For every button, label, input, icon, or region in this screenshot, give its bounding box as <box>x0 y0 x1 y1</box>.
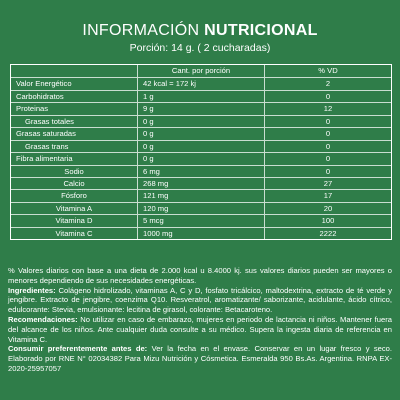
nutrient-amount: 1000 mg <box>137 228 265 239</box>
nutrient-vd: 0 <box>325 154 331 164</box>
nutrient-amount: 120 mg <box>137 203 265 214</box>
nutrient-vd: 2 <box>325 79 331 89</box>
nutrient-amount: 0 g <box>137 116 265 127</box>
nutrient-vd: 12 <box>323 104 333 114</box>
nutrient-vd: 17 <box>323 191 333 201</box>
table-row <box>11 127 391 139</box>
nutrient-name: Grasas trans <box>25 141 69 151</box>
nutrient-amount: 0 g <box>137 153 265 164</box>
table-row <box>11 115 391 127</box>
nutrient-vd: 0 <box>325 116 331 126</box>
nutrient-amount: 5 mcg <box>137 215 265 226</box>
nutrient-amount: 9 g <box>137 103 265 114</box>
nutrient-name: Proteinas <box>16 104 49 114</box>
nutrient-name: Sodio <box>64 166 84 176</box>
nutrient-vd: 0 <box>325 129 331 139</box>
nutrient-amount: 268 mg <box>137 178 265 189</box>
nutrient-name: Grasas saturadas <box>16 129 76 139</box>
nutrient-name: Vitamina D <box>55 216 93 226</box>
header-per-portion: Cant. por porción <box>137 65 265 77</box>
nutrient-vd: 100 <box>321 216 335 226</box>
page-title <box>0 22 400 40</box>
portion-subtitle: Porción: 14 g. ( 2 cucharadas) <box>129 42 271 54</box>
table-row <box>11 165 391 177</box>
nutrient-vd: 2222 <box>319 228 337 238</box>
nutrient-amount: 42 kcal = 172 kj <box>137 78 265 89</box>
notes-section <box>8 266 392 374</box>
table-row <box>11 227 391 239</box>
table-row <box>11 152 391 164</box>
nutrient-name: Vitamina C <box>55 228 93 238</box>
daily-values-note: % Valores diarios con base a una dieta de 2.000 kcal u 8.4000 kj. sus valores diarios pueden ser mayores o menores dependiendo de sus necesidades energéticas. <box>8 266 392 285</box>
nutrient-amount: 0 g <box>137 128 265 139</box>
ingredients-label: Ingredientes: <box>8 285 56 295</box>
nutrient-vd: 20 <box>323 203 333 213</box>
nutrient-name: Fibra alimentaria <box>16 154 73 164</box>
nutrient-amount: 0 g <box>137 141 265 152</box>
header-empty-cell <box>11 65 137 77</box>
table-row <box>11 189 391 201</box>
nutrient-vd: 0 <box>325 166 331 176</box>
table-row <box>11 140 391 152</box>
nutrient-amount: 6 mg <box>137 166 265 177</box>
ingredients-paragraph <box>8 286 392 315</box>
nutrient-name: Carbohidratos <box>16 91 64 101</box>
nutrient-name: Fósforo <box>61 191 87 201</box>
nutrient-name: Valor Energético <box>16 79 72 89</box>
table-row <box>11 214 391 226</box>
header-vd: % VD <box>318 66 338 75</box>
table-row <box>11 77 391 89</box>
consume-paragraph <box>8 344 392 373</box>
consume-label: Consumir preferentemente antes de: <box>8 344 148 354</box>
nutrient-name: Grasas totales <box>25 116 74 126</box>
table-header-row <box>11 65 391 77</box>
recommendations-label: Recomendaciones: <box>8 314 78 324</box>
nutrient-vd: 27 <box>323 178 333 188</box>
title-light: INFORMACIÓN <box>82 22 205 39</box>
nutrient-amount: 121 mg <box>137 190 265 201</box>
nutrient-name: Vitamina A <box>55 203 93 213</box>
table-row <box>11 202 391 214</box>
title-bold: NUTRICIONAL <box>204 22 318 39</box>
ingredients-text: Colágeno hidrolizado, vitaminas A, C y D, fosfato tricálcico, maltodextrina, extracto de té verde y jengibre. Extracto de jengibre, coenzima Q10. Resveratrol, aromatizante/ saborizante, acidulante, ácido cítrico, edulcorante: Stevia, emulsionante: lecitina de girasol, colorante: Betacaroteno. <box>8 285 392 315</box>
recommendations-paragraph <box>8 315 392 344</box>
recommendations-text: No utilizar en caso de embarazo, mujeres en periodo de lactancia ni niños. Mantener fuera del alcance de los niños. Ante cualquier duda consulte a su médico. Supera la ingesta diaria de referencia en Vitamina C. <box>8 314 392 344</box>
table-row <box>11 90 391 102</box>
table-row <box>11 102 391 114</box>
consume-text: Ver la fecha en el envase. Conservar en un lugar fresco y seco. Elaborado por RNE N° 02034382 Para Mizu Nutrición y Cósmetica. Esmeralda 950 Bs.As. Argentina. RNPA EX- 2020-25957057 <box>8 344 392 373</box>
nutrient-vd: 0 <box>325 91 331 101</box>
nutrient-name: Calcio <box>63 178 85 188</box>
nutrient-vd: 0 <box>325 141 331 151</box>
nutrient-amount: 1 g <box>137 91 265 102</box>
nutrition-table <box>10 64 392 240</box>
table-row <box>11 177 391 189</box>
